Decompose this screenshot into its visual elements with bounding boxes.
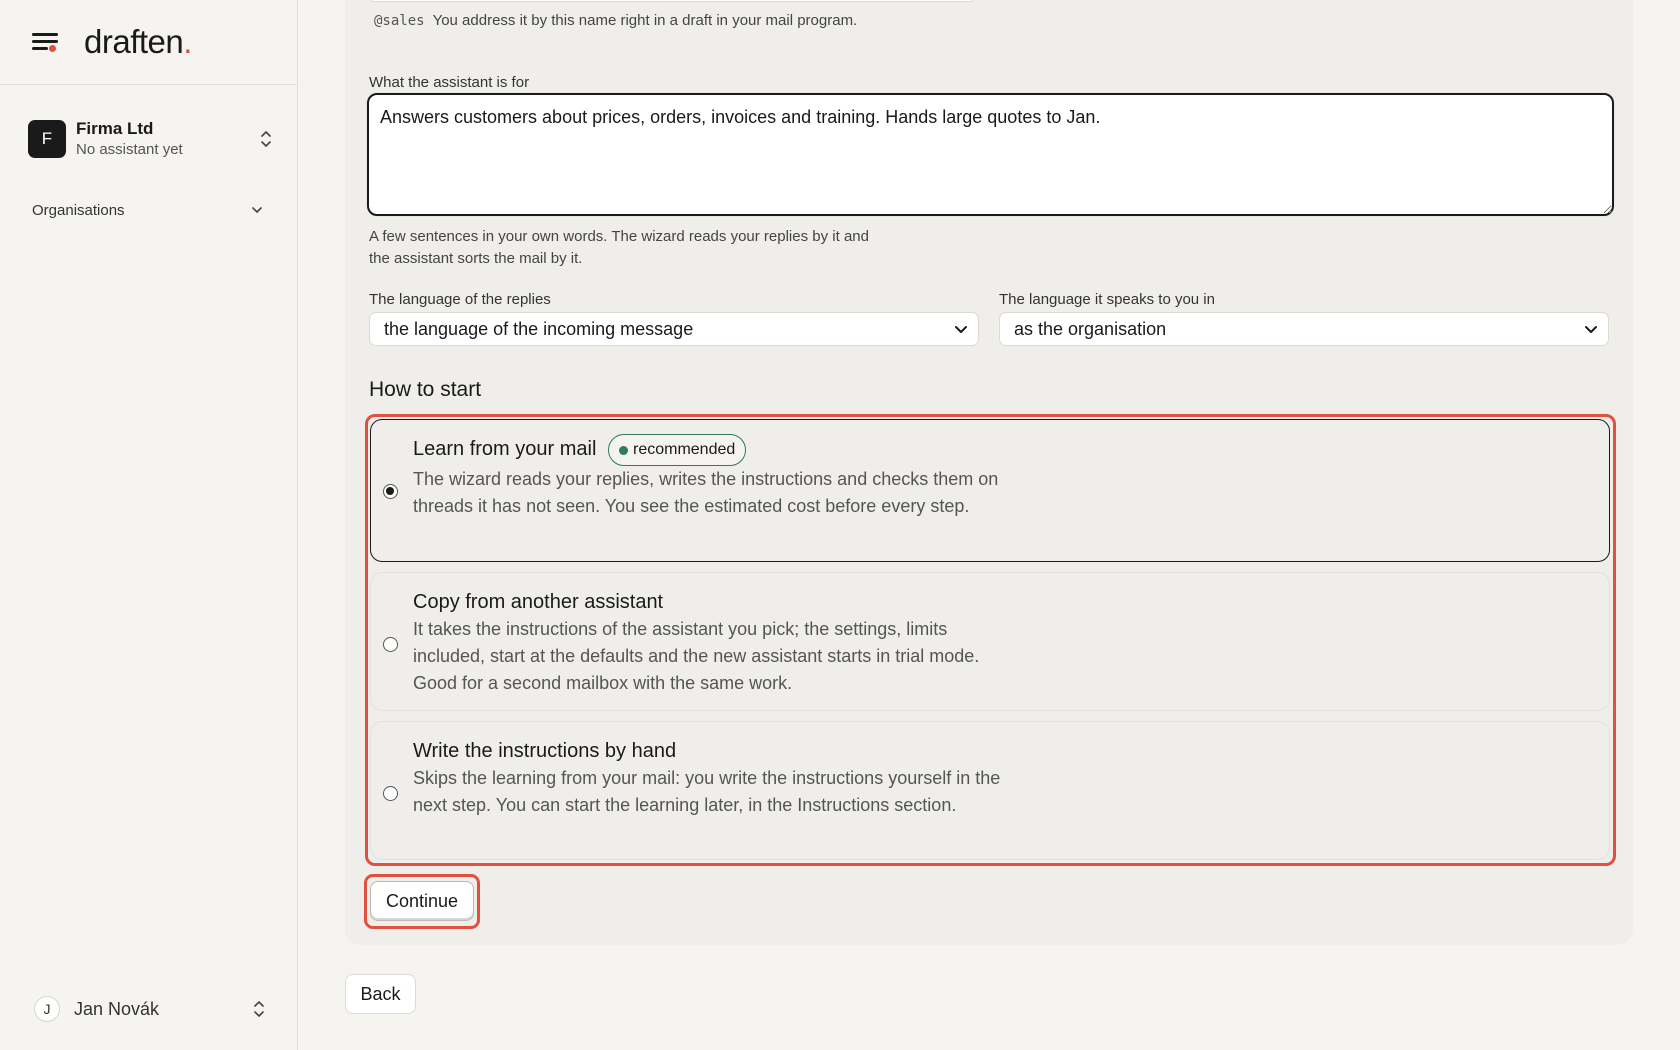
radio-learn-from-mail[interactable] — [383, 484, 398, 499]
name-hint-text: You address it by this name right in a draft in your mail program. — [432, 12, 858, 29]
option-copy-assistant[interactable] — [370, 572, 1610, 711]
continue-button[interactable]: Continue — [370, 881, 474, 921]
option-description: The wizard reads your replies, writes the instructions and checks them on threads it has not seen. You see the estimated cost before every step. — [413, 469, 999, 516]
organisations-toggle[interactable] — [32, 198, 264, 222]
option-title: Learn from your mail — [413, 438, 597, 460]
back-button[interactable]: Back — [345, 974, 416, 1014]
purpose-textarea[interactable] — [367, 93, 1614, 216]
org-switcher[interactable] — [28, 118, 273, 160]
org-name: Firma Ltd — [76, 119, 154, 138]
assistant-name-input[interactable] — [368, 0, 976, 2]
radio-write-by-hand[interactable] — [383, 786, 398, 801]
recommended-badge: recommended — [608, 434, 746, 466]
reply-language-label: The language of the replies — [369, 291, 551, 308]
menu-icon[interactable] — [32, 30, 60, 54]
user-name: Jan Novák — [74, 998, 160, 1019]
brand-logo[interactable]: draften. — [84, 23, 192, 60]
option-description: Skips the learning from your mail: you write the instructions yourself in the next step. You can start the learning later, in the Instructions section. — [413, 768, 1001, 815]
chevron-up-down-icon — [259, 128, 273, 150]
reply-language-select[interactable] — [369, 312, 979, 346]
speak-language-select[interactable] — [999, 312, 1609, 346]
how-to-start-title: How to start — [369, 378, 482, 401]
option-title: Write the instructions by hand — [413, 740, 677, 762]
org-status: No assistant yet — [76, 141, 183, 158]
user-menu[interactable] — [34, 994, 266, 1024]
speak-language-value: as the organisation — [1014, 318, 1167, 339]
avatar: J — [34, 996, 60, 1022]
sidebar — [0, 0, 298, 1050]
chevron-down-icon — [1584, 322, 1598, 336]
reply-language-value: the language of the incoming message — [384, 318, 694, 339]
name-hint — [369, 9, 869, 33]
purpose-label: What the assistant is for — [369, 74, 530, 91]
option-write-by-hand[interactable] — [370, 721, 1610, 860]
organisations-label: Organisations — [32, 201, 125, 219]
option-title: Copy from another assistant — [413, 591, 664, 613]
option-learn-from-mail[interactable] — [370, 419, 1610, 562]
purpose-hint: A few sentences in your own words. The wizard reads your replies by it and the assistant sorts the mail by it. — [369, 228, 869, 267]
radio-copy-assistant[interactable] — [383, 637, 398, 652]
option-description: It takes the instructions of the assistant you pick; the settings, limits included, start at the defaults and the new assistant starts in trial mode. Good for a second mailbox with the same work. — [413, 619, 980, 693]
chevron-down-icon — [250, 203, 264, 217]
org-avatar: F — [28, 120, 66, 158]
chevron-up-down-icon — [252, 998, 266, 1020]
name-hint-code: @sales — [374, 13, 425, 29]
chevron-down-icon — [954, 322, 968, 336]
sidebar-header — [0, 0, 297, 85]
speak-language-label: The language it speaks to you in — [999, 291, 1215, 308]
